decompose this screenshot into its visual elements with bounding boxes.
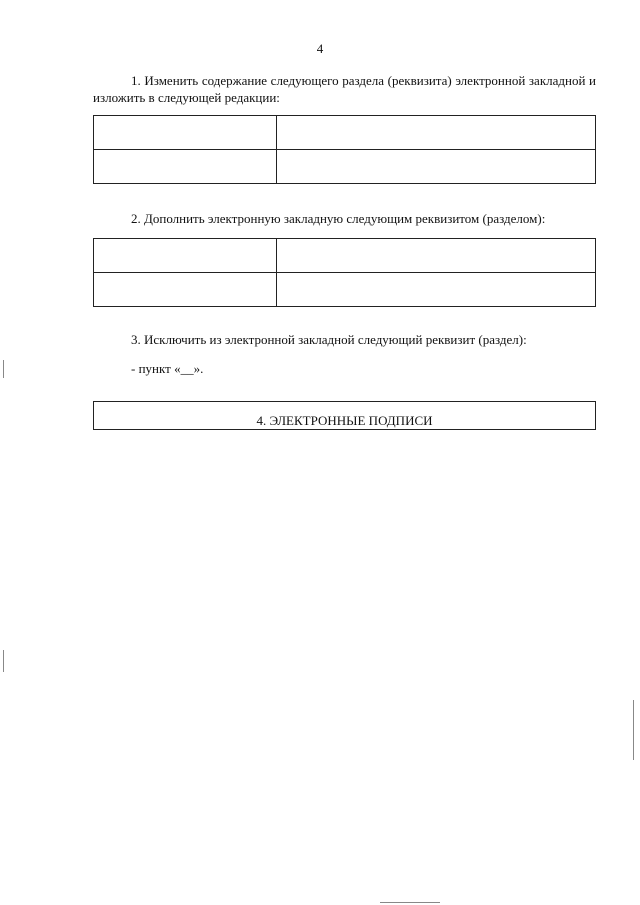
table-cell [277,116,596,150]
table-row [94,116,596,150]
item2-table [93,238,596,307]
table-cell [277,239,596,273]
table-row [94,273,596,307]
scan-edge-mark [3,360,4,378]
section4-box [93,401,596,430]
table-row [94,239,596,273]
item2-text: 2. Дополнить электронную закладную следующим реквизитом (разделом): [131,211,546,226]
table-row [94,150,596,184]
table-cell [94,116,277,150]
table-cell [94,273,277,307]
page-number: 4 [316,41,324,56]
table-cell [94,150,277,184]
table-cell [94,239,277,273]
table-cell [277,150,596,184]
item3-text: 3. Исключить из электронной закладной следующий реквизит (раздел): [131,332,527,347]
scan-edge-mark [3,650,4,672]
scan-edge-mark [380,902,440,903]
scan-edge-mark [633,700,634,760]
table-cell [277,273,596,307]
item3-bullet: - пункт «__». [131,361,204,376]
item1-text: 1. Изменить содержание следующего раздела (реквизита) электронной закладной и изложить в следующей редакции: [93,73,596,105]
section4-title: 4. ЭЛЕКТРОННЫЕ ПОДПИСИ [256,413,433,428]
item1-table [93,115,596,184]
